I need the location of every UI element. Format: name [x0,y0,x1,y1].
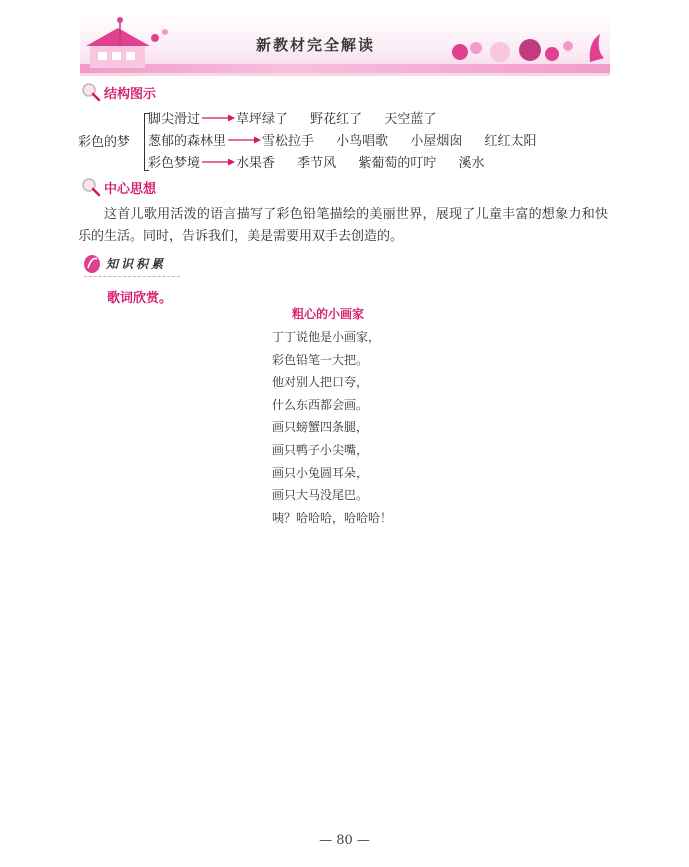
magnifier-icon [80,82,102,102]
arrow-right-icon [201,157,235,167]
pen-icon [82,252,102,274]
row-item: 紫葡萄的叮咛 [358,156,437,171]
header-title: 新教材完全解读 [256,36,376,54]
diagram-root: 彩色的梦 [78,135,131,150]
poem-line: 画只大马没尾巴。 [272,488,369,503]
row-item: 野花红了 [310,112,363,127]
row-item: 溪水 [458,156,485,171]
row-lead: 脚尖滑过 [148,112,201,127]
divider [84,275,180,277]
magnifier-icon [80,177,102,197]
poem-body [272,326,392,529]
row-item: 天空蓝了 [384,112,437,127]
poem-line: 什么东西都会画。 [272,397,369,412]
arrow-right-icon [227,135,261,145]
row-item: 草坪绿了 [236,112,289,127]
section-heading-structure [80,82,156,102]
poem-title: 粗心的小画家 [292,307,365,321]
section-heading-central-idea [80,177,156,197]
section-heading-knowledge [82,250,182,276]
arrow-right-icon [201,113,235,123]
page-number: — 80 — [319,833,370,848]
diagram-row [148,130,555,149]
central-idea-paragraph: 这首儿歌用活泼的语言描写了彩色铅笔描绘的美丽世界，展现了儿童丰富的想象力和快乐的生活。同时，告诉我们，美是需要用双手去创造的。 [78,207,608,244]
section-label: 结构图示 [104,86,157,102]
poem-line: 咦？哈哈哈，哈哈哈！ [272,510,393,525]
section-label: 中心思想 [104,181,157,197]
row-item: 小鸟唱歌 [336,134,389,149]
poem-line: 画只小兔圆耳朵， [272,465,369,480]
house-illustration-icon [80,16,180,72]
structure-diagram [78,108,598,172]
decorative-blobs-icon [440,22,608,68]
row-item: 小屋烟囱 [410,134,463,149]
lyrics-heading: 歌词欣赏。 [107,291,173,306]
page-header [80,12,610,76]
diagram-row [148,108,454,127]
poem-line: 他对别人把口夸， [272,375,369,390]
row-lead: 彩色梦境 [148,156,201,171]
poem-line: 画只鸭子小尖嘴， [272,442,369,457]
section-label: 知识积累 [106,256,167,271]
row-item: 红红太阳 [484,134,537,149]
poem-line: 彩色铅笔一大把。 [272,352,369,367]
row-item: 水果香 [236,156,276,171]
diagram-row [148,152,503,171]
row-lead: 葱郁的森林里 [148,134,227,149]
row-item: 季节风 [297,156,337,171]
poem-line: 丁丁说他是小画家， [272,330,381,344]
poem-line: 画只螃蟹四条腿， [272,420,369,435]
row-item: 雪松拉手 [262,134,315,149]
